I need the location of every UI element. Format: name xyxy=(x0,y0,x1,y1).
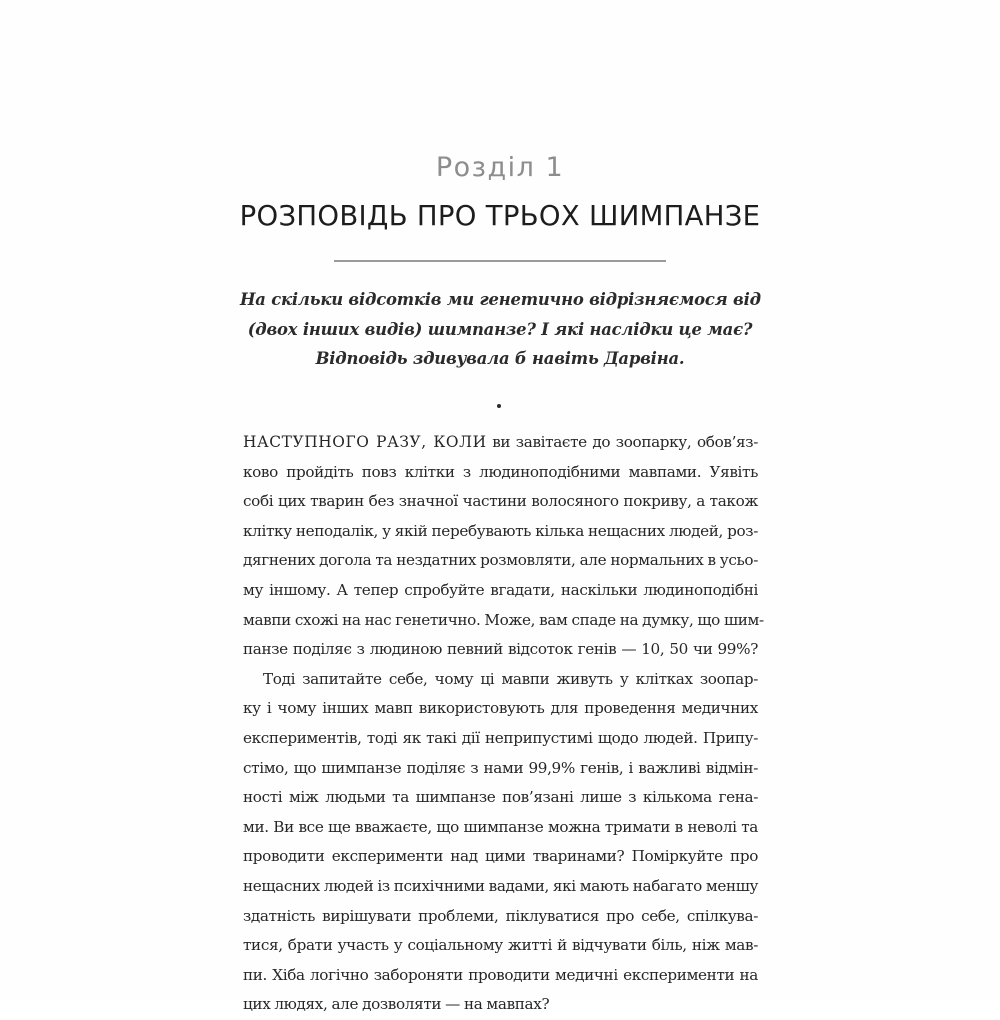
text-line: цих людях, але дозволяти — на мавпах? xyxy=(243,995,550,1014)
text-line: проводити експерименти над цими тваринами? Поміркуйте про xyxy=(243,847,758,866)
text-line: нещасних людей із психічними вадами, які мають набагато меншу xyxy=(243,876,759,895)
text-line: здатність вирішувати проблеми, піклуватися про себе, спілкува- xyxy=(243,906,758,925)
text-line: тися, брати участь у соціальному житті й відчувати біль, ніж мав- xyxy=(243,936,758,955)
text-line: НАСТУПНОГО РАЗУ, КОЛИ ви завітаєте до зоопарку, обов’яз- xyxy=(243,433,758,451)
epigraph-line: (двох інших видів) шимпанзе? І які наслідки це має? xyxy=(247,319,753,339)
paragraph-1 xyxy=(243,428,764,665)
lead-in-caps: НАСТУПНОГО РАЗУ, КОЛИ xyxy=(243,433,487,451)
text-line: ності між людьми та шимпанзе пов’язані лише з кількома гена- xyxy=(243,788,758,807)
text-line: пи. Хіба логічно забороняти проводити медичні експерименти на xyxy=(243,965,758,984)
epigraph xyxy=(240,285,760,374)
section-break-dot xyxy=(497,404,501,408)
text-line: стімо, що шимпанзе поділяє з нами 99,9% генів, і важливі відмін- xyxy=(243,758,758,777)
epigraph-line: Відповідь здивувала б навіть Дарвіна. xyxy=(315,349,685,368)
text-line: собі цих тварин без значної частини волосяного покриву, а також xyxy=(243,492,758,511)
body-text xyxy=(243,428,764,1020)
chapter-title: РОЗПОВІДЬ ПРО ТРЬОХ ШИМПАНЗЕ xyxy=(239,200,761,232)
paragraph-2 xyxy=(243,665,758,1020)
chapter-number: Розділ 1 xyxy=(435,152,565,183)
text-line: му іншому. А тепер спробуйте вгадати, наскільки людиноподібні xyxy=(243,580,758,599)
text-line: мавпи схожі на нас генетично. Може, вам спаде на думку, що шим- xyxy=(243,610,764,629)
text-line: ми. Ви все ще вважаєте, що шимпанзе можна тримати в неволі та xyxy=(243,817,758,836)
text-line: експериментів, тоді як такі дії неприпустимі щодо людей. Припу- xyxy=(243,728,758,747)
text-line: ково пройдіть повз клітки з людиноподібними мавпами. Уявіть xyxy=(243,462,758,481)
text-line: дягнених догола та нездатних розмовляти, але нормальних в усьо- xyxy=(243,551,758,570)
text-line: ку і чому інших мавп використовують для проведення медичних xyxy=(243,699,758,718)
text-line: клітку неподалік, у якій перебувають кілька нещасних людей, роз- xyxy=(243,521,758,540)
epigraph-line: На скільки відсотків ми генетично відрізняємося від xyxy=(240,290,761,309)
text-line: Тоді запитайте себе, чому ці мавпи живуть у клітках зоопар- xyxy=(263,669,758,688)
text-line: панзе поділяє з людиною певний відсоток генів — 10, 50 чи 99%? xyxy=(243,640,758,659)
title-divider xyxy=(334,260,666,262)
